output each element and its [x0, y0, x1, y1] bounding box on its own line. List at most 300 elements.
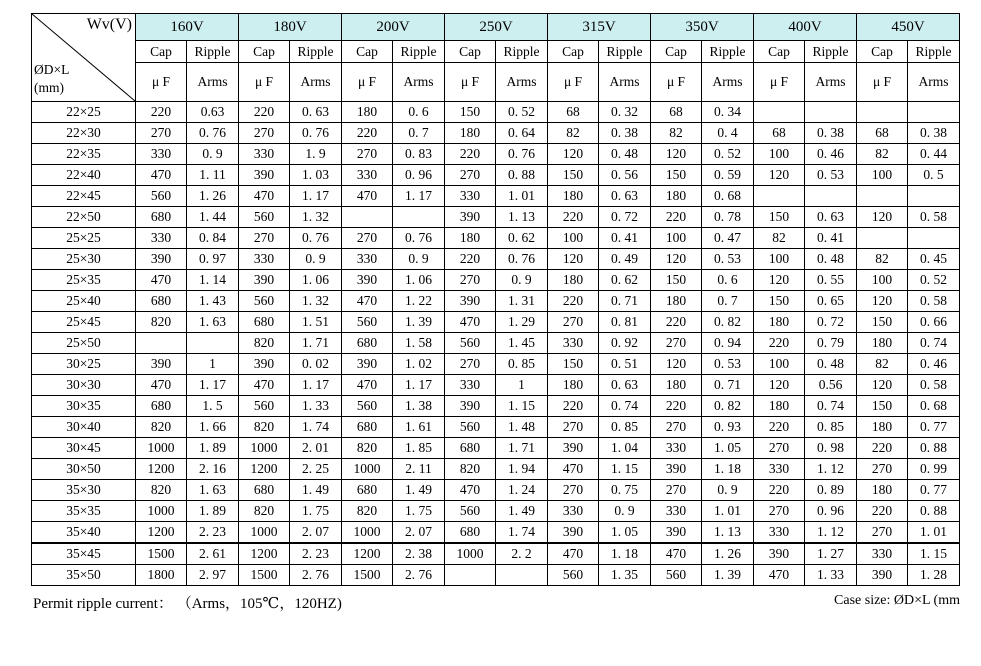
capacitance-cell: 390 [445, 207, 496, 228]
capacitance-cell: 120 [651, 144, 702, 165]
capacitance-cell: 220 [548, 396, 599, 417]
capacitance-cell: 1200 [239, 543, 290, 565]
voltage-header-180v: 180V [239, 14, 342, 41]
ripple-current-cell: 0. 41 [805, 228, 857, 249]
voltage-header-160v: 160V [136, 14, 239, 41]
ripple-current-cell: 2. 2 [496, 543, 548, 565]
ripple-column-header: Ripple [599, 41, 651, 63]
capacitance-cell: 390 [136, 249, 187, 270]
capacitance-cell: 560 [445, 501, 496, 522]
ripple-current-cell: 0. 98 [805, 438, 857, 459]
capacitance-cell [754, 102, 805, 123]
capacitance-cell: 180 [754, 396, 805, 417]
ripple-current-cell: 1. 75 [393, 501, 445, 522]
ripple-current-cell: 1. 49 [496, 501, 548, 522]
ripple-current-cell: 0. 85 [496, 354, 548, 375]
capacitance-cell: 150 [548, 165, 599, 186]
ripple-unit-cell: Arms [702, 63, 754, 102]
ripple-current-cell: 1. 03 [290, 165, 342, 186]
ripple-column-header: Ripple [702, 41, 754, 63]
cap-column-header: Cap [857, 41, 908, 63]
capacitance-cell: 100 [857, 165, 908, 186]
capacitance-cell: 270 [445, 354, 496, 375]
ripple-current-cell: 0. 41 [599, 228, 651, 249]
case-size-cell: 22×50 [32, 207, 136, 228]
ripple-current-cell: 0. 78 [702, 207, 754, 228]
ripple-current-cell: 1. 01 [702, 501, 754, 522]
ripple-current-cell: 0. 52 [702, 144, 754, 165]
case-size-cell: 25×25 [32, 228, 136, 249]
capacitance-cell: 220 [754, 480, 805, 501]
ripple-current-cell: 0. 4 [702, 123, 754, 144]
capacitance-cell: 82 [857, 249, 908, 270]
ripple-current-cell: 0. 85 [599, 417, 651, 438]
capacitance-cell: 680 [136, 291, 187, 312]
table-row [32, 354, 960, 375]
voltage-header-400v: 400V [754, 14, 857, 41]
capacitance-cell: 820 [239, 333, 290, 354]
case-size-unit-text: (mm) [34, 80, 64, 95]
voltage-header-250v: 250V [445, 14, 548, 41]
capacitance-cell: 82 [857, 354, 908, 375]
capacitance-cell: 680 [136, 396, 187, 417]
table-body [32, 102, 960, 586]
table-row [32, 438, 960, 459]
capacitance-cell: 270 [548, 312, 599, 333]
capacitance-cell: 270 [548, 417, 599, 438]
capacitance-cell: 68 [651, 102, 702, 123]
capacitance-cell: 180 [548, 375, 599, 396]
ripple-current-cell: 1. 71 [290, 333, 342, 354]
capacitance-cell: 220 [342, 123, 393, 144]
capacitance-cell: 560 [239, 396, 290, 417]
ripple-current-cell: 2. 16 [187, 459, 239, 480]
capacitance-cell: 470 [136, 375, 187, 396]
capacitance-cell: 1000 [342, 522, 393, 544]
ripple-current-cell [187, 333, 239, 354]
ripple-current-cell: 2. 11 [393, 459, 445, 480]
capacitance-cell: 390 [651, 522, 702, 544]
capacitance-cell: 330 [754, 522, 805, 544]
capacitance-cell: 390 [548, 438, 599, 459]
case-size-cell: 25×40 [32, 291, 136, 312]
table-row [32, 165, 960, 186]
ripple-current-cell [393, 207, 445, 228]
ripple-current-cell: 1. 32 [290, 207, 342, 228]
ripple-current-cell: 0. 58 [908, 291, 960, 312]
ripple-unit-cell: Arms [908, 63, 960, 102]
ripple-current-cell: 0. 58 [908, 375, 960, 396]
case-size-cell: 22×25 [32, 102, 136, 123]
ripple-current-cell: 1. 17 [393, 375, 445, 396]
ripple-current-cell: 0. 32 [599, 102, 651, 123]
capacitance-cell: 270 [239, 123, 290, 144]
ripple-current-cell: 0. 97 [187, 249, 239, 270]
ripple-current-cell: 0. 76 [290, 228, 342, 249]
table-row [32, 270, 960, 291]
voltage-header-450v: 450V [857, 14, 960, 41]
ripple-current-cell: 1. 33 [805, 565, 857, 586]
ripple-current-cell: 1 [187, 354, 239, 375]
ripple-current-cell: 0. 96 [393, 165, 445, 186]
capacitance-cell: 820 [239, 417, 290, 438]
ripple-current-cell: 2. 61 [187, 543, 239, 565]
table-row [32, 228, 960, 249]
ripple-current-cell: 0. 72 [805, 312, 857, 333]
ripple-current-cell [908, 228, 960, 249]
ripple-current-cell: 1. 15 [599, 459, 651, 480]
capacitance-cell: 82 [754, 228, 805, 249]
capacitance-cell: 330 [342, 249, 393, 270]
capacitance-cell: 100 [754, 144, 805, 165]
case-size-cell: 22×30 [32, 123, 136, 144]
capacitance-cell [857, 102, 908, 123]
ripple-current-cell: 0. 71 [599, 291, 651, 312]
capacitance-cell: 330 [136, 228, 187, 249]
cap-unit-cell: μ F [136, 63, 187, 102]
capacitance-cell: 820 [445, 459, 496, 480]
ripple-current-cell: 1. 33 [290, 396, 342, 417]
ripple-current-cell: 0. 38 [908, 123, 960, 144]
capacitance-cell: 120 [857, 291, 908, 312]
cap-column-header: Cap [651, 41, 702, 63]
ripple-current-cell: 0. 76 [393, 228, 445, 249]
table-row [32, 522, 960, 544]
capacitance-cell: 1200 [239, 459, 290, 480]
table-row [32, 543, 960, 565]
capacitance-cell: 390 [239, 270, 290, 291]
case-size-cell: 35×50 [32, 565, 136, 586]
capacitance-cell: 470 [445, 480, 496, 501]
ripple-current-cell: 0. 82 [702, 396, 754, 417]
ripple-current-cell: 2. 76 [290, 565, 342, 586]
capacitance-cell: 68 [857, 123, 908, 144]
case-size-label [34, 61, 69, 97]
ripple-current-cell: 1. 02 [393, 354, 445, 375]
ripple-current-cell: 1. 71 [496, 438, 548, 459]
ripple-current-cell: 1. 32 [290, 291, 342, 312]
ripple-current-cell: 0. 56 [599, 165, 651, 186]
ripple-current-cell: 0. 45 [908, 249, 960, 270]
capacitance-cell: 120 [548, 144, 599, 165]
ripple-current-cell: 1. 06 [393, 270, 445, 291]
case-size-cell: 30×35 [32, 396, 136, 417]
capacitance-cell: 150 [754, 207, 805, 228]
table-row [32, 333, 960, 354]
case-size-cell: 30×50 [32, 459, 136, 480]
capacitance-cell: 220 [548, 291, 599, 312]
ripple-current-cell: 1. 38 [393, 396, 445, 417]
capacitance-cell: 390 [651, 459, 702, 480]
capacitance-cell: 560 [548, 565, 599, 586]
ripple-current-cell: 0. 44 [908, 144, 960, 165]
ripple-current-cell [805, 186, 857, 207]
ripple-current-cell: 1. 74 [290, 417, 342, 438]
capacitance-cell: 680 [342, 480, 393, 501]
ripple-current-cell: 1. 51 [290, 312, 342, 333]
capacitance-cell: 82 [651, 123, 702, 144]
ripple-current-cell: 0. 84 [187, 228, 239, 249]
capacitance-cell: 120 [857, 207, 908, 228]
capacitance-cell: 220 [754, 333, 805, 354]
capacitance-cell: 220 [651, 312, 702, 333]
ripple-current-cell: 1. 48 [496, 417, 548, 438]
ripple-current-cell: 0. 83 [393, 144, 445, 165]
ripple-current-cell: 0. 65 [805, 291, 857, 312]
ripple-current-cell: 1. 18 [599, 543, 651, 565]
table-row [32, 396, 960, 417]
cap-unit-cell: μ F [342, 63, 393, 102]
ripple-current-cell: 0. 99 [908, 459, 960, 480]
capacitance-cell: 470 [239, 186, 290, 207]
capacitance-cell: 470 [754, 565, 805, 586]
capacitance-cell: 68 [548, 102, 599, 123]
ripple-current-cell: 0. 64 [496, 123, 548, 144]
capacitance-cell: 390 [136, 354, 187, 375]
ripple-current-cell: 1. 74 [496, 522, 548, 544]
capacitance-cell: 390 [548, 522, 599, 544]
ripple-current-cell: 1. 29 [496, 312, 548, 333]
capacitance-cell: 180 [342, 102, 393, 123]
capacitance-cell: 330 [136, 144, 187, 165]
ripple-current-cell: 0. 48 [805, 249, 857, 270]
case-size-cell: 35×35 [32, 501, 136, 522]
capacitance-cell: 470 [239, 375, 290, 396]
capacitance-cell: 1500 [136, 543, 187, 565]
capacitance-cell: 150 [651, 165, 702, 186]
capacitance-cell: 270 [445, 165, 496, 186]
capacitance-cell: 820 [136, 417, 187, 438]
capacitance-cell: 82 [857, 144, 908, 165]
capacitance-cell: 680 [342, 333, 393, 354]
capacitance-cell: 100 [651, 228, 702, 249]
ripple-current-cell: 0. 52 [496, 102, 548, 123]
capacitance-cell: 1000 [239, 438, 290, 459]
capacitance-cell: 560 [445, 333, 496, 354]
ripple-current-cell: 0. 82 [702, 312, 754, 333]
ripple-current-cell [908, 186, 960, 207]
ripple-current-cell: 0. 76 [496, 144, 548, 165]
ripple-current-cell: 0. 59 [702, 165, 754, 186]
ripple-current-cell: 2. 76 [393, 565, 445, 586]
ripple-current-cell: 0. 74 [908, 333, 960, 354]
capacitance-cell [445, 565, 496, 586]
capacitance-cell: 180 [651, 375, 702, 396]
ripple-current-cell [496, 565, 548, 586]
capacitance-cell: 560 [239, 291, 290, 312]
case-size-cell: 30×40 [32, 417, 136, 438]
capacitance-cell: 220 [857, 501, 908, 522]
capacitance-cell: 180 [445, 123, 496, 144]
ripple-current-cell: 1. 66 [187, 417, 239, 438]
table-row [32, 375, 960, 396]
ripple-current-cell: 0. 77 [908, 417, 960, 438]
ripple-current-cell: 1. 26 [702, 543, 754, 565]
ripple-column-header: Ripple [187, 41, 239, 63]
capacitance-cell: 1500 [342, 565, 393, 586]
capacitance-cell: 330 [445, 375, 496, 396]
table-row [32, 565, 960, 586]
capacitance-cell: 390 [342, 270, 393, 291]
capacitance-cell: 68 [754, 123, 805, 144]
ripple-current-cell: 0. 89 [805, 480, 857, 501]
ripple-current-cell: 1. 01 [496, 186, 548, 207]
capacitance-cell: 180 [445, 228, 496, 249]
ripple-current-cell: 1. 5 [187, 396, 239, 417]
ripple-column-header: Ripple [290, 41, 342, 63]
ripple-current-cell: 0. 76 [496, 249, 548, 270]
capacitance-cell: 1000 [239, 522, 290, 544]
ripple-current-cell: 0. 85 [805, 417, 857, 438]
capacitance-cell: 180 [857, 480, 908, 501]
capacitance-cell: 220 [651, 396, 702, 417]
capacitance-cell: 470 [548, 543, 599, 565]
capacitance-cell: 820 [136, 480, 187, 501]
ripple-current-cell: 1. 18 [702, 459, 754, 480]
cap-unit-cell: μ F [651, 63, 702, 102]
capacitance-cell: 100 [754, 354, 805, 375]
ripple-current-cell: 0. 52 [908, 270, 960, 291]
capacitance-cell: 150 [857, 396, 908, 417]
capacitance-cell: 100 [548, 228, 599, 249]
capacitance-cell: 180 [651, 291, 702, 312]
capacitance-cell: 100 [857, 270, 908, 291]
capacitance-cell: 330 [342, 165, 393, 186]
ripple-current-cell: 0. 55 [805, 270, 857, 291]
capacitance-cell: 270 [548, 480, 599, 501]
ripple-current-cell: 0. 62 [599, 270, 651, 291]
ripple-current-cell: 0. 53 [702, 354, 754, 375]
ripple-current-cell: 1. 11 [187, 165, 239, 186]
capacitance-cell: 820 [342, 438, 393, 459]
capacitance-cell: 270 [342, 144, 393, 165]
cap-column-header: Cap [342, 41, 393, 63]
capacitance-cell: 680 [445, 438, 496, 459]
ripple-current-cell: 2. 23 [187, 522, 239, 544]
ripple-current-cell: 1. 13 [496, 207, 548, 228]
capacitance-cell: 330 [754, 459, 805, 480]
ripple-current-cell [805, 102, 857, 123]
ripple-current-cell: 1. 14 [187, 270, 239, 291]
ripple-current-cell: 0. 75 [599, 480, 651, 501]
capacitance-cell: 120 [754, 165, 805, 186]
ripple-current-cell: 1. 63 [187, 480, 239, 501]
ripple-current-cell: 0. 94 [702, 333, 754, 354]
ripple-current-cell: 0. 88 [496, 165, 548, 186]
ripple-current-cell: 0. 66 [908, 312, 960, 333]
capacitance-cell: 100 [754, 249, 805, 270]
capacitance-cell: 330 [239, 144, 290, 165]
capacitance-cell: 180 [857, 417, 908, 438]
column-label-row [32, 41, 960, 63]
ripple-current-cell: 0. 9 [393, 249, 445, 270]
ripple-current-cell: 0. 63 [290, 102, 342, 123]
capacitance-cell: 1000 [342, 459, 393, 480]
ripple-current-cell: 1 [496, 375, 548, 396]
capacitance-cell: 330 [548, 333, 599, 354]
capacitance-cell: 120 [754, 270, 805, 291]
case-size-cell: 22×35 [32, 144, 136, 165]
ripple-current-cell: 0. 9 [599, 501, 651, 522]
capacitance-cell: 180 [548, 270, 599, 291]
case-size-cell: 22×40 [32, 165, 136, 186]
capacitance-cell: 220 [651, 207, 702, 228]
ripple-unit-cell: Arms [290, 63, 342, 102]
ripple-current-cell: 0. 74 [599, 396, 651, 417]
ripple-current-cell: 0. 34 [702, 102, 754, 123]
ripple-current-cell: 1. 49 [290, 480, 342, 501]
ripple-current-table-container [31, 13, 960, 586]
ripple-current-cell: 0. 38 [805, 123, 857, 144]
ripple-current-cell: 0. 49 [599, 249, 651, 270]
ripple-current-cell: 0. 62 [496, 228, 548, 249]
ripple-current-cell: 0. 77 [908, 480, 960, 501]
ripple-current-cell: 0. 6 [702, 270, 754, 291]
capacitance-cell: 150 [651, 270, 702, 291]
ripple-current-cell: 1. 17 [187, 375, 239, 396]
capacitance-cell: 470 [136, 270, 187, 291]
working-voltage-label: Wv(V) [86, 16, 132, 33]
capacitance-cell: 150 [548, 354, 599, 375]
capacitance-cell: 470 [342, 186, 393, 207]
ripple-current-cell: 2. 25 [290, 459, 342, 480]
ripple-current-cell: 1. 13 [702, 522, 754, 544]
capacitance-cell: 82 [548, 123, 599, 144]
ripple-unit-cell: Arms [599, 63, 651, 102]
ripple-current-cell: 0. 63 [599, 186, 651, 207]
capacitance-cell: 1000 [136, 501, 187, 522]
ripple-current-cell: 0. 46 [805, 144, 857, 165]
capacitance-cell: 330 [651, 501, 702, 522]
case-size-cell: 30×25 [32, 354, 136, 375]
ripple-current-cell: 0. 96 [805, 501, 857, 522]
ripple-current-cell: 0. 9 [496, 270, 548, 291]
ripple-current-cell: 1. 75 [290, 501, 342, 522]
ripple-current-cell: 0. 71 [702, 375, 754, 396]
capacitance-cell: 120 [651, 249, 702, 270]
ripple-current-cell: 0. 63 [599, 375, 651, 396]
capacitance-cell: 270 [754, 438, 805, 459]
capacitance-cell [857, 228, 908, 249]
ripple-current-cell: 1. 43 [187, 291, 239, 312]
capacitance-cell: 820 [342, 501, 393, 522]
ripple-unit-cell: Arms [805, 63, 857, 102]
capacitance-cell: 680 [239, 480, 290, 501]
voltage-header-350v: 350V [651, 14, 754, 41]
ripple-current-cell: 1. 12 [805, 459, 857, 480]
ripple-current-cell: 1. 63 [187, 312, 239, 333]
capacitance-cell: 270 [754, 501, 805, 522]
capacitance-cell: 220 [136, 102, 187, 123]
table-row [32, 249, 960, 270]
capacitance-cell: 820 [239, 501, 290, 522]
case-size-cell: 30×45 [32, 438, 136, 459]
ripple-current-cell: 0. 48 [599, 144, 651, 165]
ripple-current-cell: 1. 06 [290, 270, 342, 291]
ripple-current-cell: 1. 17 [290, 186, 342, 207]
voltage-header-315v: 315V [548, 14, 651, 41]
ripple-current-cell: 1. 01 [908, 522, 960, 544]
ripple-current-cell: 0. 79 [805, 333, 857, 354]
capacitance-cell: 820 [136, 312, 187, 333]
ripple-current-cell: 1. 17 [393, 186, 445, 207]
ripple-current-cell: 2. 38 [393, 543, 445, 565]
capacitance-cell: 390 [857, 565, 908, 586]
cap-unit-cell: μ F [857, 63, 908, 102]
capacitance-cell: 1000 [445, 543, 496, 565]
ripple-current-cell: 1. 9 [290, 144, 342, 165]
table-header [32, 14, 960, 102]
